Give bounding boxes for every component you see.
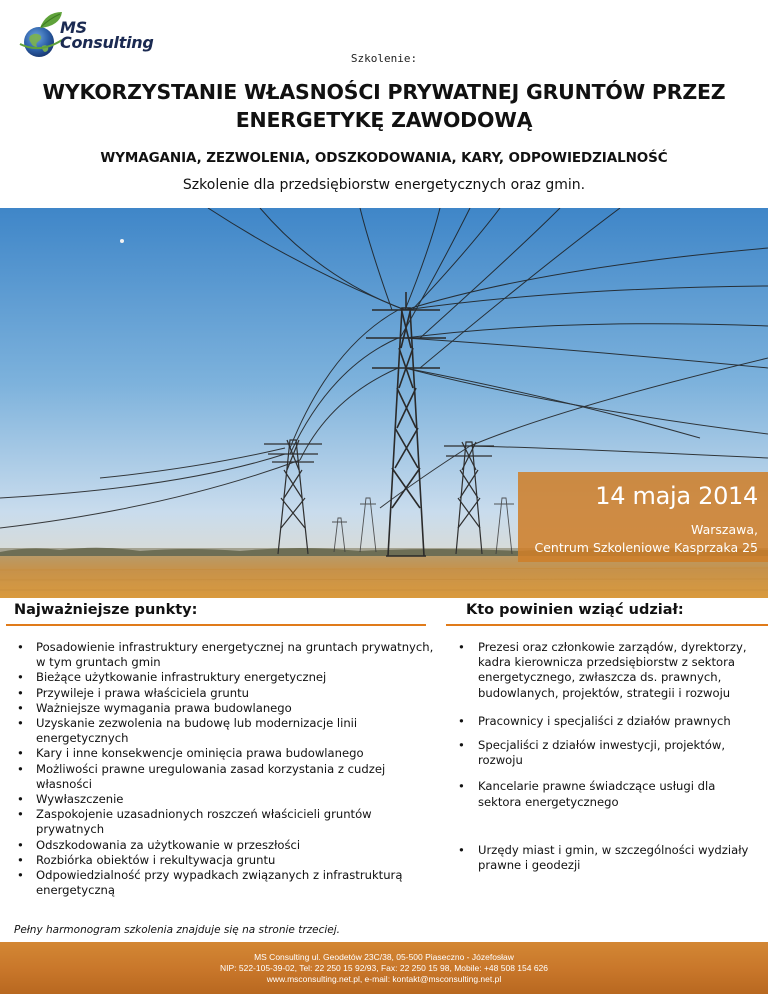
list-item: • Wywłaszczenie (14, 792, 434, 807)
list-item: • Ważniejsze wymagania prawa budowlanego (14, 701, 434, 716)
logo-line-1: MS (60, 18, 87, 37)
footer-phones: NIP: 522-105-39-02, Tel: 22 250 15 92/93, Fax: 22 250 15 98, Mobile: +48 508 154 626 (219, 963, 549, 973)
list-item: • Specjaliści z działów inwestycji, projektów, rozwoju (458, 738, 758, 768)
key-points-list (14, 640, 434, 898)
divider (446, 624, 768, 626)
footer-contact (0, 942, 768, 994)
kicker-label: Szkolenie: (350, 52, 418, 65)
list-item: • Kancelarie prawne świadczące usługi dla sektora energetycznego (458, 779, 758, 809)
page-title (20, 78, 748, 134)
divider (6, 624, 426, 626)
event-venue: Centrum Szkoleniowe Kasprzaka 25 (534, 540, 758, 555)
event-date: 14 maja 2014 (595, 482, 758, 510)
list-item: • Odpowiedzialność przy wypadkach związanych z infrastrukturą energetyczną (14, 868, 434, 898)
key-points-heading: Najważniejsze punkty: (14, 602, 198, 618)
list-item: • Przywileje i prawa właściciela gruntu (14, 686, 434, 701)
list-item: • Kary i inne konsekwencje ominięcia prawa budowlanego (14, 746, 434, 761)
event-city: Warszawa, (691, 522, 758, 537)
title-line-1: WYKORZYSTANIE WŁASNOŚCI PRYWATNEJ GRUNTÓW PRZEZ (42, 80, 726, 104)
logo-wordmark (60, 20, 154, 50)
list-item: • Posadowienie infrastruktury energetycznej na gruntach prywatnych, w tym gruntach gmin (14, 640, 434, 670)
schedule-note: Pełny harmonogram szkolenia znajduje się na stronie trzeciej. (14, 924, 341, 936)
list-item: • Odszkodowania za użytkowanie w przeszłości (14, 838, 434, 853)
page-tagline: Szkolenie dla przedsiębiorstw energetycznych oraz gmin. (182, 177, 586, 193)
page-subtitle: WYMAGANIA, ZEZWOLENIA, ODSZKODOWANIA, KARY, ODPOWIEDZIALNOŚĆ (100, 150, 668, 166)
list-item: • Prezesi oraz członkowie zarządów, dyrektorzy, kadra kierownicza przedsiębiorstw z sektora energetycznego, zwłaszcza ds. prawnych, budowlanych, projektów, strategii i rozwoju (458, 640, 758, 701)
logo-line-2: Consulting (60, 33, 154, 52)
audience-heading: Kto powinien wziąć udział: (466, 602, 684, 618)
footer-address: MS Consulting ul. Geodetów 23C/38, 05-500 Piaseczno - Józefosław (254, 952, 514, 962)
list-item: • Uzyskanie zezwolenia na budowę lub modernizacje linii energetycznych (14, 716, 434, 746)
event-banner (518, 472, 768, 562)
list-item: • Pracownicy i specjaliści z działów prawnych (458, 714, 758, 729)
list-item: • Zaspokojenie uzasadnionych roszczeń właścicieli gruntów prywatnych (14, 807, 434, 837)
list-item: • Urzędy miast i gmin, w szczególności wydziały prawne i geodezji (458, 843, 758, 873)
title-line-2: ENERGETYKĘ ZAWODOWĄ (235, 108, 533, 132)
audience-list (458, 640, 758, 873)
list-item: • Bieżące użytkowanie infrastruktury energetycznej (14, 670, 434, 685)
list-item: • Możliwości prawne uregulowania zasad korzystania z cudzej własności (14, 762, 434, 792)
footer-web-email[interactable]: www.msconsulting.net.pl, e-mail: kontakt@msconsulting.net.pl (266, 974, 502, 984)
list-item: • Rozbiórka obiektów i rekultywacja gruntu (14, 853, 434, 868)
